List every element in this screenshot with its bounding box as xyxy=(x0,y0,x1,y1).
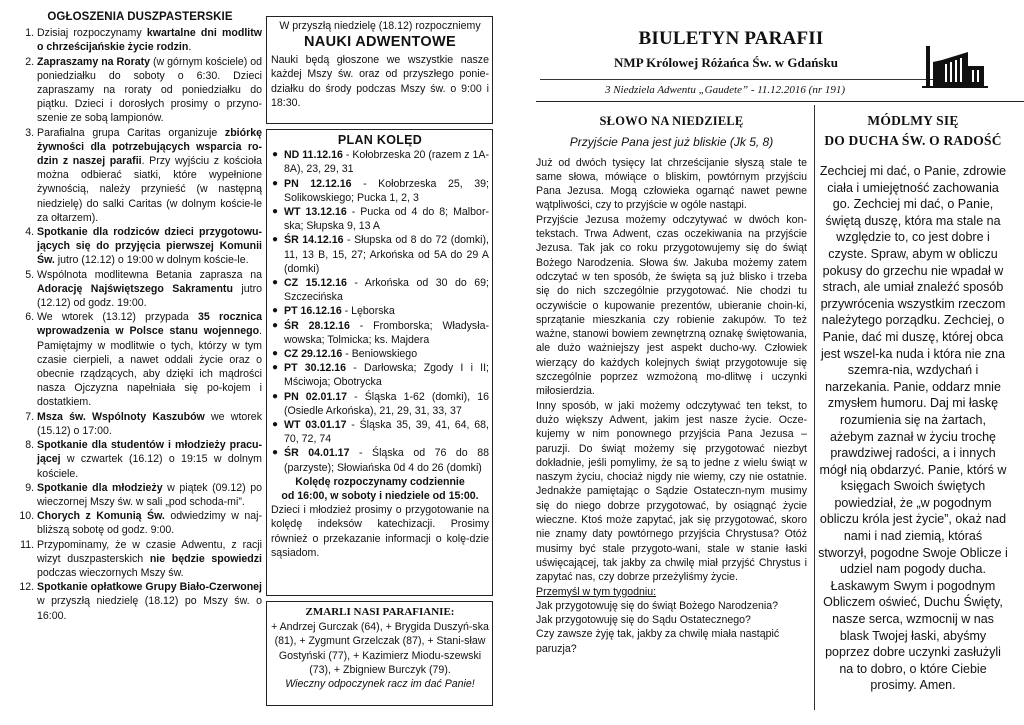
announcement-highlight: Msza św. Wspólnoty Kaszubów xyxy=(37,410,205,423)
announcement-text: jutro (12.12) o 19:00 w dolnym koście-le. xyxy=(54,254,249,267)
parish-name: NMP Królowej Różańca Św. w Gdańsku xyxy=(614,55,838,70)
deceased-title: ZMARLI NASI PARAFIANIE: xyxy=(305,606,455,618)
announcement-text: Wspólnota modlitewna Betania zaprasza na xyxy=(37,268,262,281)
carol-visit-item xyxy=(272,347,489,361)
announcement-text: We wtorek (13.12) przypada xyxy=(37,311,198,324)
bullet-icon: ● xyxy=(272,206,279,218)
bullet-icon: ● xyxy=(272,390,279,402)
carol-visit-item xyxy=(272,233,489,276)
sunday-word-subtitle: Przyjście Pana jest już bliskie (Jk 5, 8) xyxy=(569,135,774,150)
sunday-word-paragraph-2: Przyjście Jezusa możemy odczytywać w dwóch kon-tekstach. Trwa Adwent, czas oczekiwania na przyjście Jezusa. Tak jak co roku przygotowujemy się do świąt Bożego Narodzenia. Słowa św. Jakuba możemy zatem odczytać w ten sposób, że święta są już blisko i trzeba się do nich szczególnie przygotować. Nie chodzi tu oczywiście o kupowanie prezentów, ubieranie choin-ki, sprzątanie mieszkania czy robienie zakupów. To też ważne, stanowi bowiem zewnętrzną oznakę świętowania, ale dużo ważniejszy jest aspekt ducho-wy. Człowiek wierzący do każdych kolejnych świąt przygotowuje się szczególnie poprzez wzmożoną mo-dlitwę i uczynki miłosierdzia. xyxy=(536,213,807,398)
reflection-title: Przemyśl w tym tygodniu: xyxy=(536,585,657,598)
bulletin-title: BIULETYN PARAFII xyxy=(638,28,824,49)
announcement-highlight: kwartalne dni modlitw o chrześcijańskie życie rodzin xyxy=(37,27,262,54)
carol-visit-date: ŚR 04.01.17 xyxy=(284,447,350,460)
carol-visit-streets: - Pucka od 4 do 8; Malbor-ska; Słupska 9, 13 A xyxy=(284,206,490,233)
carol-visit-item xyxy=(272,390,489,418)
announcement-text: . Pamiętajmy w modlitwie o tych, którzy w tym czasie cierpieli, a nawet oddali życie oraz o obecnie rządzących, aby dzięki ich mądrości nasza Ojczyzna napełniała się po-kojem i dostatkiem. xyxy=(37,325,262,409)
announcement-highlight: nie będzie spowiedzi xyxy=(149,552,263,565)
deceased-prayer: Wieczny odpoczynek racz im dać Panie! xyxy=(285,678,475,691)
sunday-word-column xyxy=(536,105,807,656)
announcement-highlight: zbiórkę żywności dla potrzebujących wsparcia ro-dzin z naszej parafii xyxy=(37,126,262,168)
carol-visit-date: WT 03.01.17 xyxy=(284,419,347,432)
bullet-icon: ● xyxy=(272,149,279,161)
carol-visit-streets: - Słupska od 8 do 72 (domki), 11, 13 B, 15, 27; Arkońska od 5A do 29 A (domki) xyxy=(284,234,489,275)
announcement-item xyxy=(37,410,262,438)
announcement-text: w czwartek (16.12) o 19:15 w dolnym kościele. xyxy=(37,453,262,480)
reflection-question-1: Jak przygotowuję się do świąt Bożego Narodzenia? xyxy=(536,599,779,612)
announcement-item xyxy=(37,55,262,126)
bullet-icon: ● xyxy=(272,348,279,360)
advent-lectures-box xyxy=(266,16,493,124)
prayer-column xyxy=(818,105,1008,694)
carol-visit-item xyxy=(272,205,490,233)
announcement-item xyxy=(37,126,262,225)
prayer-title-line-2: DO DUCHA ŚW. O RADOŚĆ xyxy=(824,133,1002,148)
carol-visit-streets: - Śląska 35, 39, 41, 64, 68, 70, 72, 74 xyxy=(284,419,489,446)
announcement-highlight: Spotkanie dla studentów i młodzieży pracu-jącej xyxy=(37,439,262,466)
bullet-icon: ● xyxy=(272,234,279,246)
announcement-highlight: Adorację Najświętszego Sakramentu xyxy=(37,282,233,295)
carol-visit-item xyxy=(272,418,489,446)
carol-visit-date: CZ 15.12.16 xyxy=(284,277,347,290)
announcement-highlight: 35 rocznica wprowadzenia w Polsce stanu wojennego xyxy=(37,311,262,338)
carol-visit-item xyxy=(272,361,490,389)
carol-visit-streets: - Fromborska; Władysła-wowska; Tolmicka; ks. Majdera xyxy=(284,319,489,346)
carol-visits-list xyxy=(271,148,489,475)
advent-lectures-intro: W przyszłą niedzielę (18.12) rozpoczniemy xyxy=(279,20,481,32)
carol-visits-note: Dzieci i młodzież prosimy o przygotowanie na kolędę indeksów katechizacji. Prosimy również o przekazanie informacji o kolę-dzie sąsiadom. xyxy=(271,504,489,559)
deceased-box xyxy=(266,601,493,706)
carol-visit-date: ŚR 28.12.16 xyxy=(284,319,350,332)
announcement-text: Parafialna grupa Caritas organizuje xyxy=(37,126,225,139)
prayer-title xyxy=(818,111,1008,151)
announcement-highlight: Spotkanie dla młodzieży xyxy=(37,481,163,494)
issue-line: 3 Niedziela Adwentu „Gaudete” - 11.12.2016 (nr 191) xyxy=(604,84,846,96)
carol-visit-streets: - Darłowska; Zgody I i II; Mściwoja; Obotrycka xyxy=(284,362,490,389)
announcement-item xyxy=(37,580,262,623)
announcement-item xyxy=(37,538,262,581)
announcements-column xyxy=(18,0,262,623)
carol-visit-item xyxy=(272,177,489,205)
carol-visit-date: ND 11.12.16 xyxy=(284,149,343,162)
announcement-text: w piątek (09.12) po wieczornej Mszy św. w sali „pod schoda-mi”. xyxy=(37,481,263,508)
carol-visits-box xyxy=(266,129,493,596)
deceased-list: + Andrzej Gurczak (64), + Brygida Duszyń-ska (81), + Zygmunt Grzelczak (87), + Stani-sław Gostyński (77), + Kazimierz Miodu-szewski (73), + Zbigniew Burczyk (79). xyxy=(271,621,489,676)
bullet-icon: ● xyxy=(272,319,279,331)
carol-visit-streets: - Śląska 1-62 (domki), 16 (Osiedle Arkońska), 21, 29, 31, 33, 37 xyxy=(284,390,489,417)
announcement-text: (w górnym kościele) od poniedziałku do soboty o 6:30. Dzieci zapraszamy na roraty od poniedziałku do piątku. Dzieci i dorosłych prosimy o przyno-szenie ze sobą lampionów. xyxy=(37,55,262,125)
carol-visit-item xyxy=(272,148,489,176)
announcement-item xyxy=(37,438,262,481)
announcements-list xyxy=(18,26,262,623)
sunday-word-paragraph-3: Inny sposób, w jaki możemy odczytywać ten tekst, to dużo większy Adwent, jakim jest nasze życie. Ocze-kujemy w nim ponownego przyjścia Pana Jezusa – paruzji. Do świąt możemy się przygotować niezbyt dokładnie, jeśli pomylimy, że są to jedne z wielu świąt w naszym życiu, chociaż nigdy nie wiemy, czy nie ostatnie. Jednakże pamiętając o Sądzie Ostateczn-nym musimy się do niego dobrze przygotować, by osiągnąć życie wieczne. Ktoś może zapytać, jak się przygotować, skoro nie znamy daty powtórnego przyjścia Chrystusa? Otóż musimy być stale przygoto-wani, stale w stanie łaski uświęcającej, tak jakby za chwilę miał przyjść Chrystus i zapytać nas, czy dobrze przeżyliśmy życie. xyxy=(536,399,807,584)
reflection-question-3: Czy zawsze żyję tak, jakby za chwilę miała nastąpić paruzja? xyxy=(536,628,780,655)
carol-visit-streets: - Lęborska xyxy=(341,305,395,318)
reflection-question-2: Jak przygotowuję się do Sądu Ostatecznego? xyxy=(536,614,751,627)
bullet-icon: ● xyxy=(272,447,279,459)
carol-visit-date: PT 30.12.16 xyxy=(284,362,347,375)
prayer-text: Zechciej mi dać, o Panie, zdrowie ciała i umiejętność zachowania go. Zechciej mi dać, o Panie, świętą duszę, która ma stale na względzie to, co jest dobre i czyste. Spraw, abym w obliczu pokusy do grzechu nie wpadał w strach, ale umiał znaleźć sposób przywrócenia wszystkim rzeczom należytego porządku. Zechciej, o Panie, dać mi duszę, której obca jest wszel-ka nuda i która nie zna szemra-nia, wzdychań i narzekania. Panie, oddarz mnie zmysłem humoru. Daj mi łaskę rozumienia się na żartach, ażebym zaznał w życiu trochę prawdziwej radości, a i innych mógł nią obdarzyć. Panie, którś w księgach Swoich świętych powiedział, że „w pogodnym obliczu króla jest życie”, okaż nad nami i nad ziemią, któraś stworzył, pogodne Swoje Oblicze i udziel nam pogody ducha. Łaskawym Swym i pogodnym Obliczem oświeć, Duchu Święty, nasze serca, wzmocnij w nas blask Twojej łaski, abyśmy poprzez dobre uczynki zasłużyli na to dobro, o które Ciebie prosimy. Amen. xyxy=(818,164,1008,693)
announcement-item xyxy=(37,225,262,268)
carol-visit-streets: - Beniowskiego xyxy=(342,348,418,361)
carol-visit-item xyxy=(272,446,489,474)
announcement-highlight: Zapraszamy na Roraty xyxy=(37,55,151,68)
carol-visit-item xyxy=(272,319,489,347)
announcement-item xyxy=(37,310,262,409)
announcement-highlight: Spotkanie opłatkowe Grupy Biało-Czerwonej xyxy=(37,581,262,594)
sunday-word-title: SŁOWO NA NIEDZIELĘ xyxy=(599,114,744,128)
bullet-icon: ● xyxy=(272,277,279,289)
advent-lectures-text: Nauki będą głoszone we wszystkie nasze każdej Mszy św. oraz od przyszłego ponie-działku do środy podczas Mszy św. o 9:00 i 18:30. xyxy=(271,54,489,109)
advent-lectures-title: NAUKI ADWENTOWE xyxy=(304,34,456,51)
carol-visit-date: PN 12.12.16 xyxy=(284,177,352,190)
bullet-icon: ● xyxy=(272,177,279,189)
announcement-item xyxy=(37,509,262,537)
announcement-text: we wtorek (15.12) o 17:00. xyxy=(37,410,262,437)
carol-visits-start-2: od 16:00, w soboty i niedziele od 15:00. xyxy=(281,490,479,503)
bullet-icon: ● xyxy=(272,419,279,431)
announcement-text: podczas wieczornych Mszy św. xyxy=(37,566,184,579)
announcement-text: w przyszłą niedzielę (18.12) po Mszy św. o 16:00. xyxy=(37,595,262,622)
carol-visit-date: ŚR 14.12.16 xyxy=(284,234,344,247)
announcements-title: OGŁOSZENIA DUSZPASTERSKIE xyxy=(47,11,233,23)
prayer-title-line-1: MÓDLMY SIĘ xyxy=(867,113,959,128)
announcement-item xyxy=(37,26,262,54)
announcement-text: jutro (12.12) od godz. 19:00. xyxy=(37,282,262,310)
announcement-text: Przypominamy, że w czasie Adwentu, z racji wizyt duszpasterskich xyxy=(37,538,262,565)
carol-visit-item xyxy=(272,304,489,318)
carol-visit-streets: - Kołobrzeska 25, 39; Solikowskiego; Pucka 1, 2, 3 xyxy=(284,177,489,204)
carol-visit-streets: - Kołobrzeska 20 (razem z 1A-8A), 23, 29, 31 xyxy=(284,149,489,176)
bullet-icon: ● xyxy=(272,362,279,374)
announcement-text: . xyxy=(188,41,192,54)
announcement-highlight: Chorych z Komunią Św. xyxy=(37,510,165,523)
masthead-bottom-rule xyxy=(536,101,1024,102)
church-building-icon xyxy=(920,40,990,90)
sunday-word-paragraph-1: Już od dwóch tysięcy lat chrześcijanie słyszą stale te same słowa, mówiące o bliskim, powtórnym przyjściu Pana Jezusa. Mogą człowieka ogarnąć nawet pewne wątpliwości, czy to przyjście w ogóle nastąpi. xyxy=(536,156,807,212)
carol-visit-item xyxy=(272,276,489,304)
announcement-highlight: Spotkanie dla rodziców dzieci przygotowu-jących się do przyjęcia pierwszej Komunii Św. xyxy=(37,226,262,267)
carol-visit-date: PN 02.01.17 xyxy=(284,390,348,403)
announcement-text: odwiedzimy w naj-bliższą sobotę od godz. 9:00. xyxy=(37,510,262,537)
column-divider xyxy=(814,105,815,710)
carol-visits-start-1: Kolędę rozpoczynamy codziennie xyxy=(295,475,465,488)
carol-visits-title: PLAN KOLĘD xyxy=(337,133,423,147)
carol-visit-date: WT 13.12.16 xyxy=(284,206,347,219)
carol-visit-streets: - Śląska od 76 do 88 (parzyste); Słowiańska 0d 4 do 26 (domki) xyxy=(284,447,489,474)
bullet-icon: ● xyxy=(272,305,279,317)
announcement-text: Dzisiaj rozpoczynamy xyxy=(37,27,147,40)
announcement-item xyxy=(37,481,262,509)
masthead-rule xyxy=(540,79,936,80)
announcement-text: . Przy wyjściu z kościoła można odbierać siatki, które wypełnione żywnością, należy przynieść (w następną niedzielę) do salki Caritas (w dolnym koście-le za ołtarzem). xyxy=(37,155,262,224)
carol-visit-date: CZ 29.12.16 xyxy=(284,348,343,361)
announcement-item xyxy=(37,268,262,311)
carol-visit-streets: - Arkońska od 30 do 69; Szczecińska xyxy=(284,277,489,304)
carol-visit-date: PT 16.12.16 xyxy=(284,305,342,318)
